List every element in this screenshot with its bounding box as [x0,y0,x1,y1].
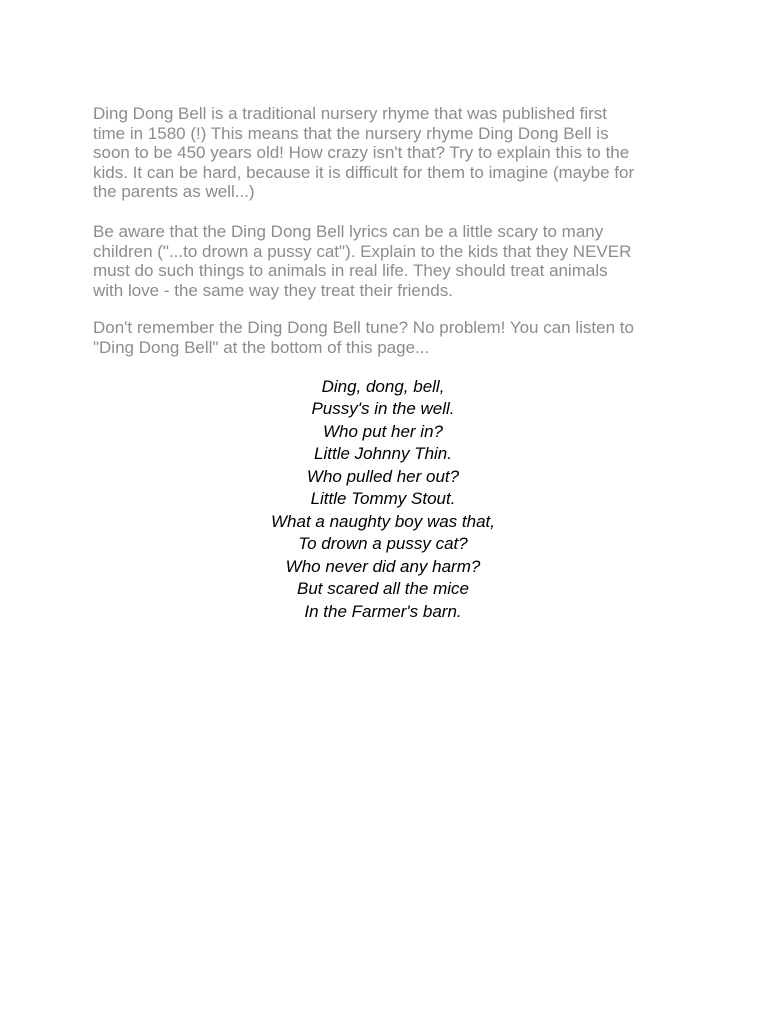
poem-line: Pussy's in the well. [311,399,455,419]
poem-line: Who pulled her out? [306,466,460,486]
poem-line: Who put her in? [322,421,443,441]
poem-line: But scared all the mice [297,579,469,599]
intro-section [93,104,683,358]
warning-paragraph: Be aware that the Ding Dong Bell lyrics can be a little scary to many children ("...to drown a pussy cat"). Explain to the kids that they NEVER must do such things to animals in real life. They should treat animals with love - the same way they treat their friends. [93,221,632,300]
poem-line: To drown a pussy cat? [298,534,468,554]
intro-paragraph: Ding Dong Bell is a traditional nursery rhyme that was published first time in 1580 (!) This means that the nursery rhyme Ding Dong Bell is soon to be 450 years old! How crazy isn't that? Try to explain this to the kids. It can be hard, because it is difficult for them to imagine (maybe for the parents as well...) [93,104,635,202]
poem-line: Who never did any harm? [285,556,481,576]
tune-paragraph: Don't remember the Ding Dong Bell tune? No problem! You can listen to "Ding Dong Bell" at the bottom of this page... [93,318,634,357]
poem-line: In the Farmer's barn. [304,601,462,621]
poem-line: Little Tommy Stout. [310,489,456,509]
poem-line: Ding, dong, bell, [321,376,445,396]
poem-line: What a naughty boy was that, [271,511,495,531]
document-page [93,104,683,623]
poem-line: Little Johnny Thin. [314,444,452,464]
poem-lyrics [93,376,673,624]
